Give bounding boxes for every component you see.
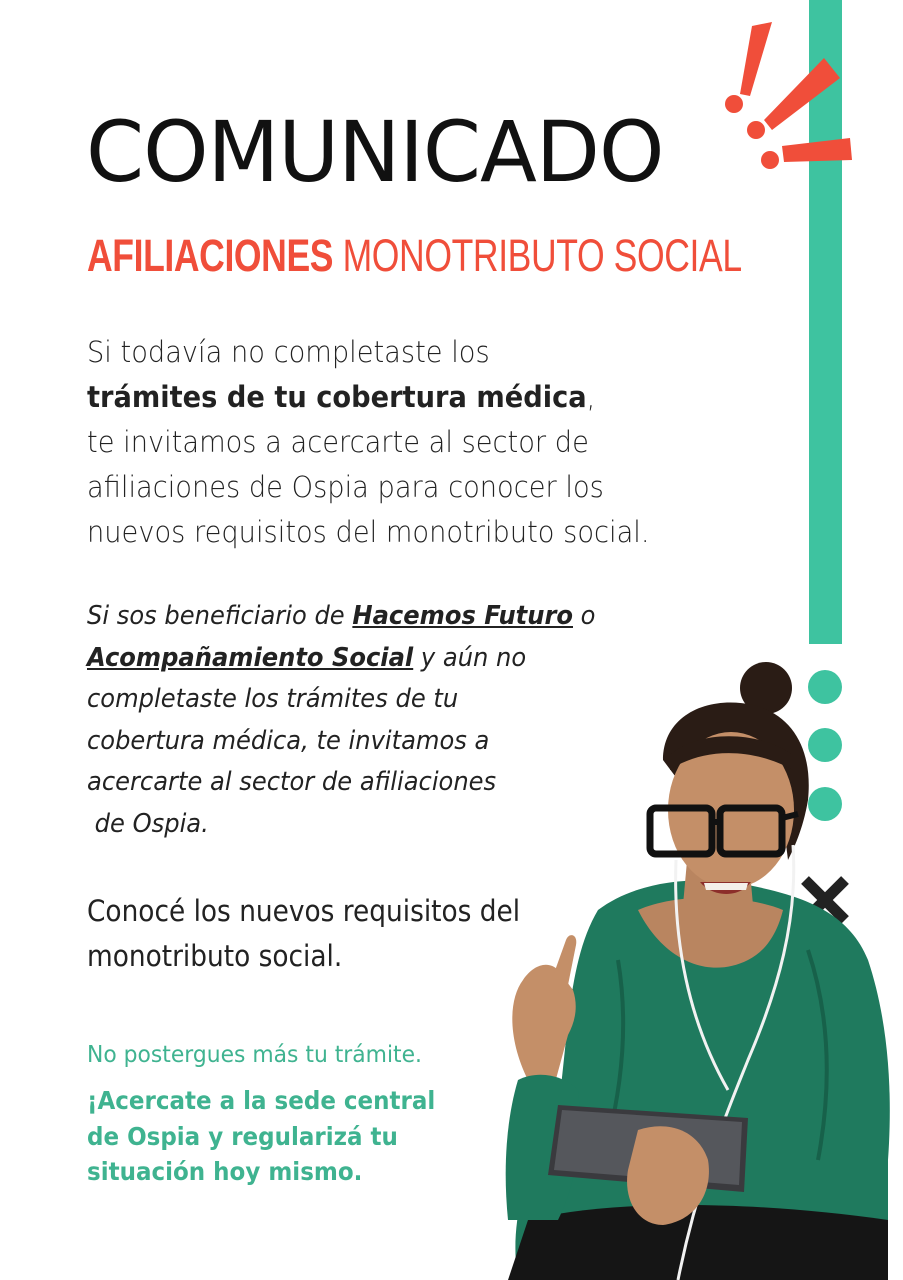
- cta-line: ¡Acercate a la sede central: [87, 1086, 436, 1115]
- intro-line: te invitamos a acercarte al sector de: [87, 425, 589, 459]
- intro-line: afiliaciones de Ospia para conocer los: [87, 470, 604, 504]
- beneficiary-line: cobertura médica, te invitamos a: [87, 725, 490, 756]
- intro-comma: ,: [586, 380, 596, 414]
- subtitle-rest: MONOTRIBUTO SOCIAL: [333, 230, 742, 281]
- beneficiary-line: de Ospia.: [87, 808, 209, 839]
- intro-line: [87, 375, 650, 420]
- acompanamiento-social-highlight: Acompañamiento Social: [87, 642, 414, 673]
- woman-with-tablet-photo: [448, 660, 903, 1280]
- cta-line: de Ospia y regularizá tu: [87, 1121, 398, 1151]
- beneficiary-line: completaste los trámites de tu: [87, 684, 459, 714]
- page-subtitle: [87, 226, 742, 286]
- exclamation-burst-icon: [712, 18, 862, 178]
- beneficiary-line: [87, 596, 595, 638]
- cta-callout: [87, 1083, 466, 1190]
- page-title: COMUNICADO: [86, 103, 664, 201]
- beneficiary-text: y aún no: [413, 642, 527, 673]
- intro-line: nuevos requisitos del monotributo social.: [87, 515, 650, 549]
- cta-note: No postergues más tu trámite.: [87, 1042, 423, 1068]
- beneficiary-text: o: [572, 601, 596, 631]
- cta-line: situación hoy mismo.: [87, 1157, 363, 1186]
- requirements-line: monotributo social.: [87, 939, 343, 973]
- intro-bold: trámites de tu cobertura médica: [87, 380, 587, 414]
- beneficiary-text: Si sos beneficiario de: [87, 601, 353, 631]
- intro-paragraph: [87, 330, 685, 555]
- requirements-line: Conocé los nuevos requisitos del: [87, 894, 521, 928]
- beneficiary-line: acercarte al sector de afiliaciones: [87, 767, 497, 797]
- intro-line: Si todavía no completaste los: [87, 335, 490, 369]
- hacemos-futuro-highlight: Hacemos Futuro: [352, 601, 573, 631]
- subtitle-bold: AFILIACIONES: [87, 230, 334, 281]
